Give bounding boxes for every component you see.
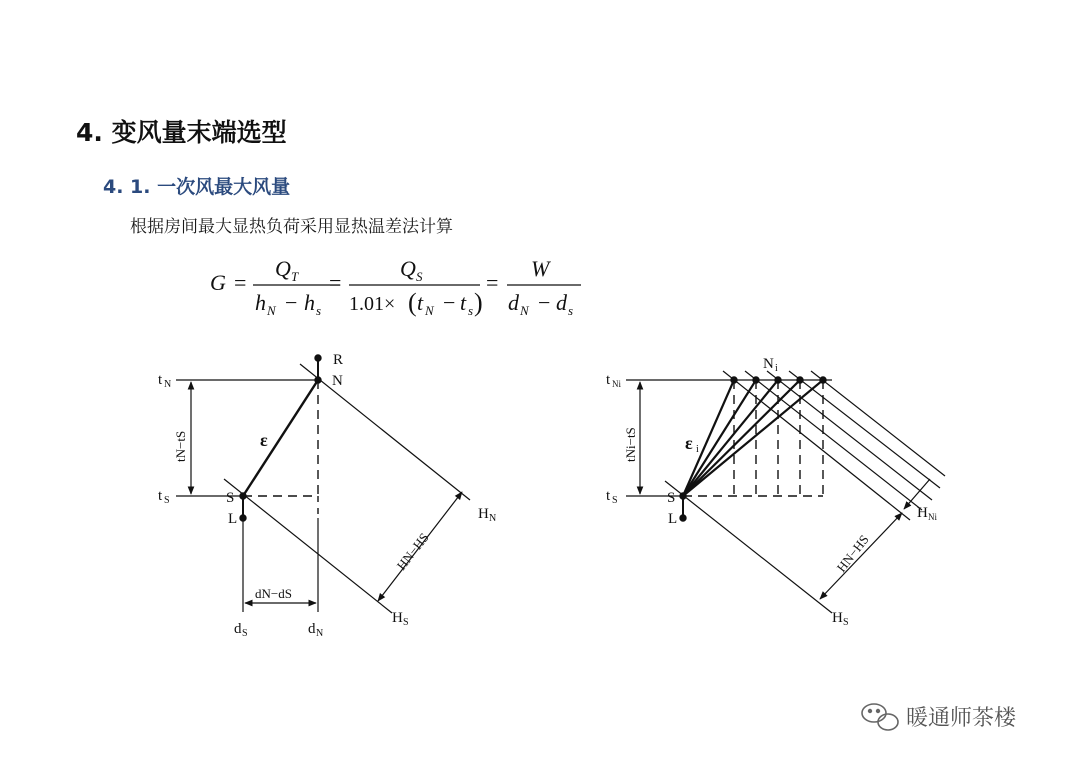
- f2-paren-close: ): [474, 288, 483, 317]
- label-dS-sub: S: [242, 628, 248, 639]
- label-tS-right-sub: S: [612, 495, 618, 506]
- f1-minus: −: [285, 290, 298, 315]
- label-HN-minus-HS: HN−HS: [393, 529, 432, 573]
- label-dN-sub: N: [316, 628, 324, 639]
- f2-den-b-sub: s: [468, 303, 474, 318]
- label-HNi: H: [917, 505, 928, 521]
- body-paragraph: 根据房间最大显热负荷采用显热温差法计算: [130, 217, 453, 237]
- label-HN-minus-HS-right: HN−HS: [833, 531, 872, 575]
- label-HS-right-sub: S: [843, 617, 849, 628]
- process-line: [243, 380, 318, 496]
- section-heading: 4. 变风量末端选型: [76, 118, 287, 147]
- label-HS: H: [392, 610, 403, 626]
- f2-minus: −: [443, 290, 456, 315]
- f2-den-b: t: [460, 290, 467, 315]
- label-tNi-minus-tS: tNi−tS: [623, 427, 638, 462]
- label-R: R: [333, 352, 344, 368]
- f3-den-b: d: [556, 290, 567, 315]
- formula-lhs: G: [210, 270, 226, 295]
- f3-den-b-sub: s: [568, 303, 574, 318]
- f1-numerator: Q: [275, 256, 291, 281]
- f1-numerator-sub: T: [291, 269, 299, 284]
- f2-den-a: t: [417, 290, 424, 315]
- label-tN-minus-tS: tN−tS: [173, 430, 188, 462]
- label-tN: t: [158, 372, 163, 388]
- formula-eq-2: =: [329, 270, 342, 295]
- label-tS-sub: S: [164, 495, 170, 506]
- f1-den-a-sub: N: [267, 303, 276, 318]
- process-line-5: [683, 380, 823, 496]
- label-HN-sub: N: [489, 513, 497, 524]
- wechat-logo-icon: [862, 704, 898, 730]
- f2-paren-open: (: [408, 288, 417, 317]
- label-dN: d: [308, 621, 316, 637]
- f3-den-a: d: [508, 290, 519, 315]
- HS-line: [224, 479, 392, 613]
- label-N: N: [332, 373, 343, 389]
- label-dN-minus-dS: dN−dS: [255, 586, 292, 601]
- f1-den-a: h: [255, 290, 266, 315]
- formula-eq-1: =: [234, 270, 247, 295]
- label-L: L: [228, 511, 238, 527]
- label-epsilon-i: ε: [685, 433, 693, 453]
- label-HN: H: [478, 506, 489, 522]
- label-S: S: [226, 490, 235, 506]
- label-tS: t: [158, 488, 163, 504]
- diagram-left: [176, 355, 470, 613]
- HS-line-right: [665, 481, 832, 613]
- label-epsilon: ε: [260, 430, 268, 450]
- label-tN-sub: N: [164, 379, 172, 390]
- label-HNi-sub: Ni: [928, 512, 937, 522]
- process-line-3: [683, 380, 778, 496]
- point-L-right: [680, 515, 686, 521]
- f2-den-a-sub: N: [425, 303, 434, 318]
- point-L: [240, 515, 246, 521]
- label-tNi-sub: Ni: [612, 379, 621, 389]
- f2-numerator-sub: S: [416, 269, 423, 284]
- label-tNi: t: [606, 372, 611, 388]
- HN-line: [300, 364, 470, 500]
- label-epsilon-i-sub: i: [696, 444, 699, 455]
- f3-minus: −: [538, 290, 551, 315]
- f3-numerator: W: [531, 256, 550, 281]
- point-R: [315, 355, 321, 361]
- label-HS-sub: S: [403, 617, 409, 628]
- subsection-heading: 4. 1. 一次风最大风量: [103, 176, 291, 198]
- process-line-2: [683, 380, 756, 496]
- f2-numerator: Q: [400, 256, 416, 281]
- label-tS-right: t: [606, 488, 611, 504]
- f1-den-b-sub: s: [316, 303, 322, 318]
- label-Ni-sub: i: [775, 363, 778, 374]
- label-dS: d: [234, 621, 242, 637]
- label-HS-right: H: [832, 610, 843, 626]
- label-S-right: S: [667, 490, 676, 506]
- label-L-right: L: [668, 511, 678, 527]
- label-Ni: N: [763, 356, 774, 372]
- f2-den-coef: 1.01×: [349, 293, 396, 315]
- watermark-text: 暖通师茶楼: [906, 706, 1017, 731]
- f3-den-a-sub: N: [520, 303, 529, 318]
- process-line-4: [683, 380, 800, 496]
- f1-den-b: h: [304, 290, 315, 315]
- formula: [210, 256, 581, 318]
- formula-eq-3: =: [486, 270, 499, 295]
